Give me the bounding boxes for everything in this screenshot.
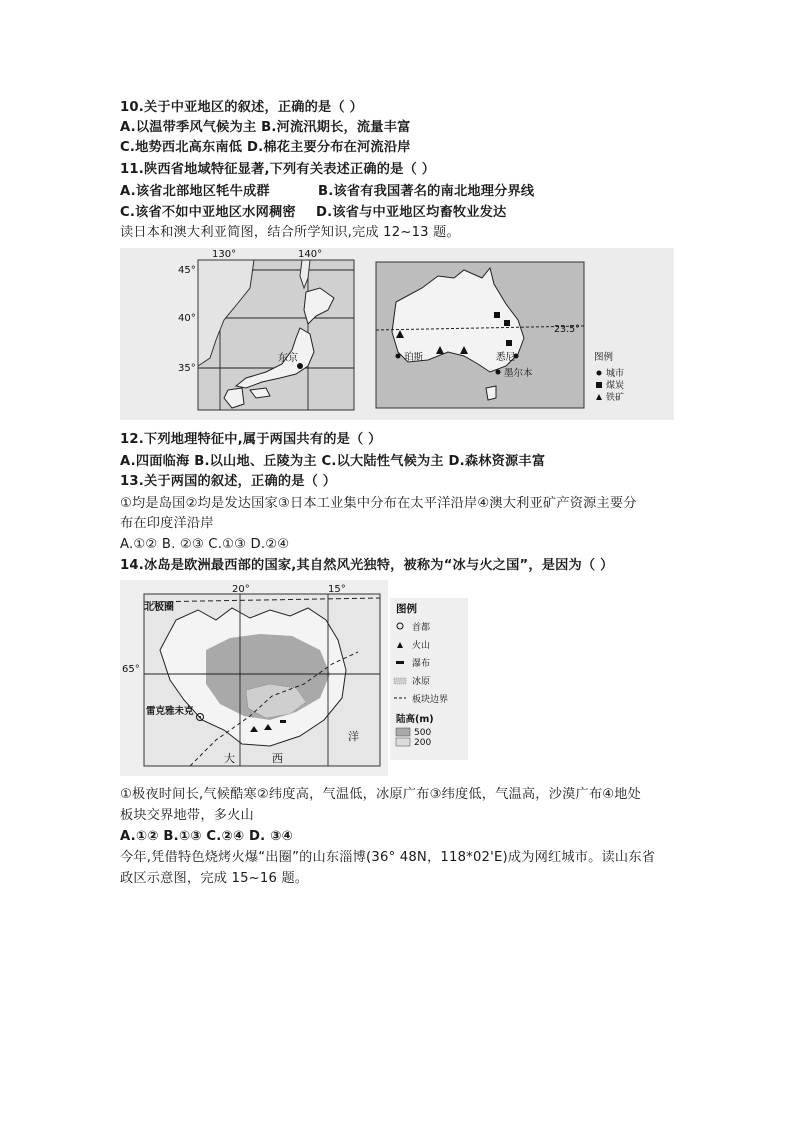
legend-elev500-label: 500 (414, 728, 432, 738)
legend-waterfall-label: 瀑布 (412, 659, 431, 669)
sydney-label: 悉尼 (496, 352, 516, 363)
arctic-label: 北极圈 (144, 602, 174, 613)
legend-city-icon (597, 371, 602, 376)
coal-marker (494, 312, 500, 318)
japan-map (120, 248, 368, 420)
legend-capital-label: 首都 (412, 623, 431, 633)
q14-stem: 14.冰岛是欧洲最西部的国家,其自然风光独特，被称为“冰与火之国”，是因为（ ） (120, 558, 614, 573)
japan-map-svg (120, 248, 368, 420)
legend-elev200-label: 200 (414, 738, 432, 748)
tasmania-island (486, 386, 496, 400)
sea-label-1: 大 (224, 752, 235, 765)
tropic-label: 23.5° (554, 324, 580, 335)
lat35-label: 35° (178, 363, 196, 374)
legend-elev200-swatch (396, 738, 410, 746)
legend-coal-label: 煤炭 (606, 381, 625, 391)
intro-q12-13: 读日本和澳大利亚简图，结合所学知识,完成 12~13 题。 (120, 225, 460, 240)
legend-volcano-icon (397, 642, 403, 648)
q14-body-1: ①极夜时间长,气候酷寒②纬度高，气温低，冰原广布③纬度低，气温高，沙漠广布④地处 (120, 787, 642, 802)
q12-stem: 12.下列地理特征中,属于两国共有的是（ ） (120, 432, 382, 447)
perth-dot (396, 354, 401, 359)
q11-option-a: A.该省北部地区牦牛成群 (120, 184, 270, 199)
legend-coal-icon (596, 382, 602, 388)
intro-q15-16-line1: 今年,凭借特色烧烤火爆“出圈”的山东淄博(36° 48N，118*02'E)成为网红城市。读山东省 (120, 850, 656, 865)
coal-marker (504, 320, 510, 326)
q11-stem: 11.陕西省地域特征显著,下列有关表述正确的是（ ） (120, 162, 436, 177)
legend-city-label: 城市 (606, 369, 625, 379)
australia-map (368, 248, 674, 420)
q11-option-b: B.该省有我国著名的南北地理分界线 (318, 184, 535, 199)
sea-label-2: 西 (272, 752, 283, 765)
q14-body-2: 板块交界地带，多火山 (120, 808, 254, 823)
lat45-label: 45° (178, 265, 196, 276)
legend-volcano-label: 火山 (412, 641, 431, 651)
lon140-label: 140° (298, 249, 323, 260)
q10-options-ab: A.以温带季风气候为主 B.河流汛期长，流量丰富 (120, 120, 411, 135)
q14-options: A.①② B.①③ C.②④ D. ③④ (120, 829, 293, 844)
q13-body-2: 布在印度洋沿岸 (120, 516, 214, 531)
melbourne-dot (496, 370, 501, 375)
lat65-label: 65° (122, 664, 140, 675)
legend-icefield-icon (394, 678, 406, 684)
lat40-label: 40° (178, 313, 196, 324)
lon15-label: 15° (328, 584, 346, 595)
melbourne-label: 墨尔本 (504, 368, 533, 379)
legend-waterfall-icon (396, 661, 404, 664)
iceland-map-svg (120, 580, 388, 776)
lon20-label: 20° (232, 584, 250, 595)
q11-option-c: C.该省不如中亚地区水网稠密 (120, 205, 296, 220)
perth-label: 珀斯 (404, 352, 424, 363)
legend-title: 图例 (594, 352, 614, 363)
coal-marker (506, 340, 512, 346)
australia-map-svg (368, 248, 674, 420)
legend-capital-icon (397, 623, 403, 629)
legend-title: 图例 (396, 603, 417, 615)
sea-label-3: 洋 (348, 730, 359, 743)
lon130-label: 130° (212, 249, 237, 260)
tokyo-label: 东京 (278, 353, 298, 364)
q10-options-cd: C.地势西北高东南低 D.棉花主要分布在河流沿岸 (120, 140, 411, 155)
q13-body-1: ①均是岛国②均是发达国家③日本工业集中分布在太平洋沿岸④澳大利亚矿产资源主要分 (120, 496, 637, 511)
intro-q15-16-line2: 政区示意图，完成 15~16 题。 (120, 871, 309, 886)
iceland-legend (390, 598, 468, 760)
legend-iron-label: 铁矿 (606, 393, 625, 403)
legend-elev-title: 陆高(m) (396, 714, 434, 725)
legend-boundary-label: 板块边界 (412, 695, 449, 705)
q11-option-d: D.该省与中亚地区均畜牧业发达 (316, 205, 507, 220)
q13-stem: 13.关于两国的叙述，正确的是（ ） (120, 474, 337, 489)
q13-options: A.①② B. ②③ C.①③ D.②④ (120, 537, 290, 552)
q10-stem: 10.关于中亚地区的叙述，正确的是（ ） (120, 100, 363, 115)
waterfall-marker (280, 720, 286, 723)
iceland-map (120, 580, 388, 776)
capital-label: 雷克雅未克 (146, 706, 194, 717)
q12-options: A.四面临海 B.以山地、丘陵为主 C.以大陆性气候为主 D.森林资源丰富 (120, 454, 546, 469)
legend-elev500-swatch (396, 728, 410, 736)
legend-icefield-label: 冰原 (412, 677, 431, 687)
